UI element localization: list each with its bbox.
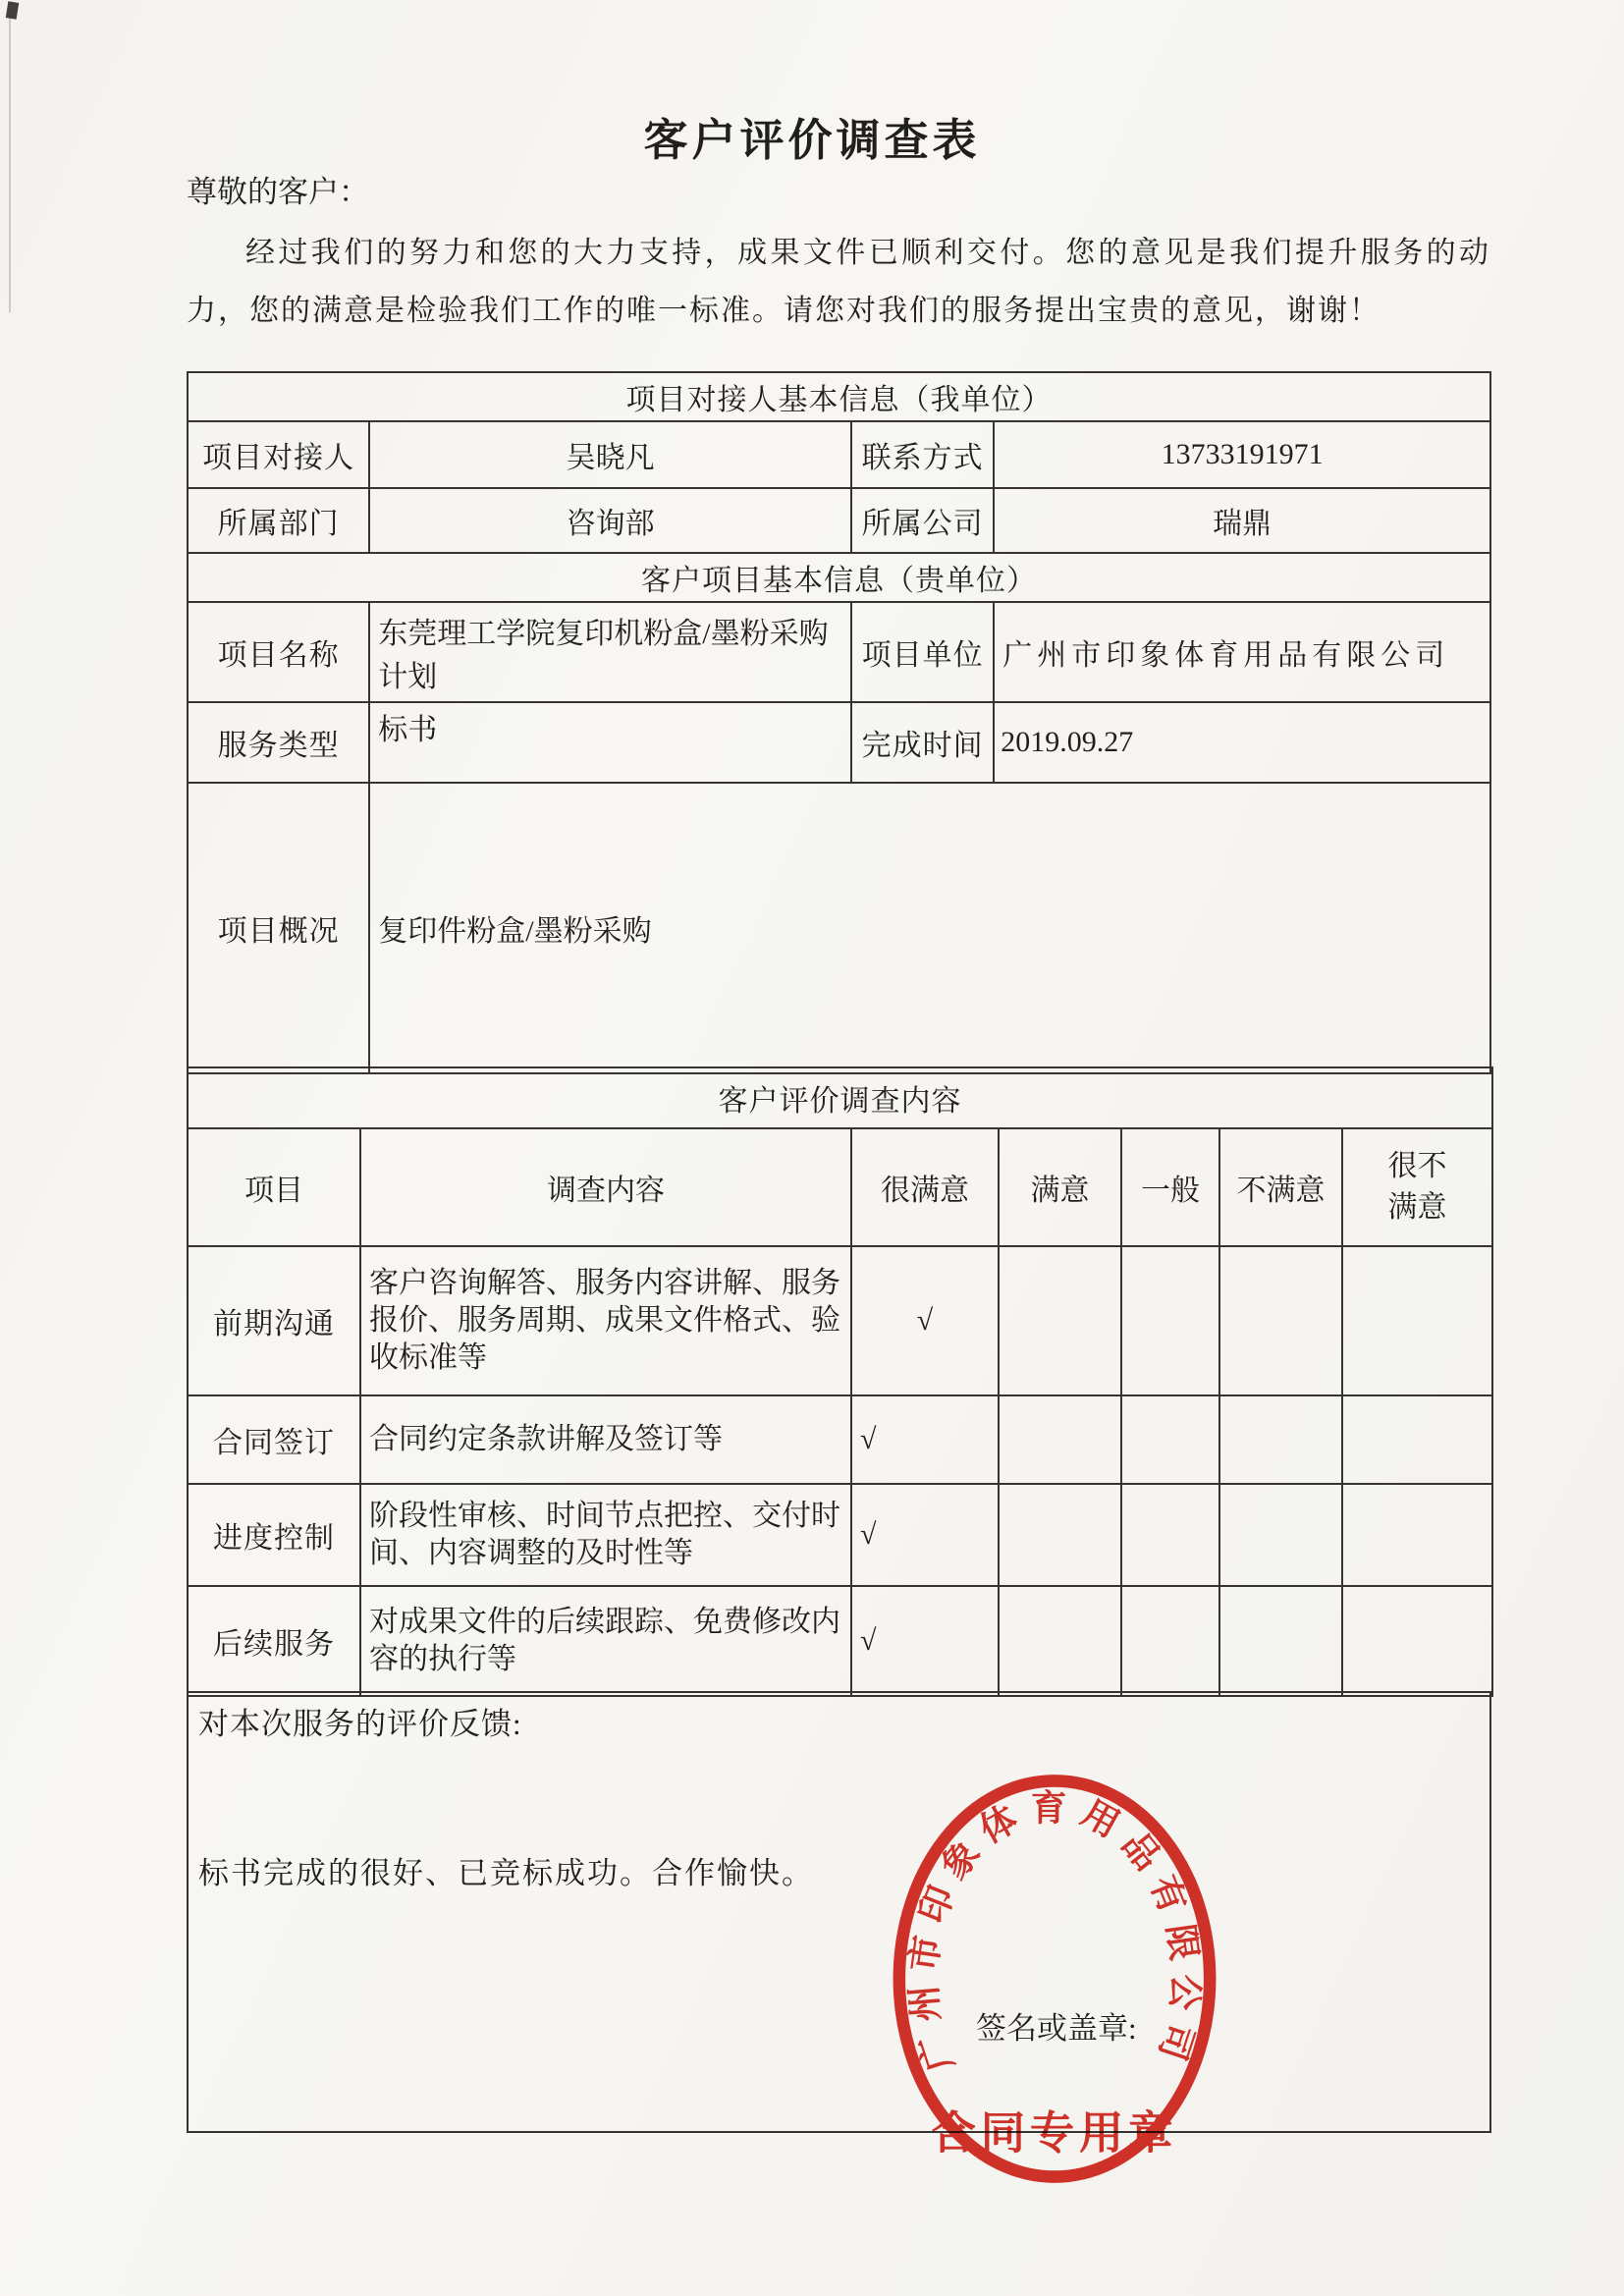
table-row bbox=[188, 1246, 1492, 1395]
checkmark-icon: √ bbox=[851, 1586, 999, 1696]
checkmark-icon: √ bbox=[851, 1395, 999, 1484]
table-row bbox=[188, 702, 1490, 783]
table-row bbox=[188, 1586, 1492, 1696]
overview-value: 复印件粉盒/墨粉采购 bbox=[369, 783, 1490, 1073]
project-name-label: 项目名称 bbox=[188, 602, 369, 702]
table-row bbox=[188, 421, 1490, 488]
rating-cell bbox=[1219, 1246, 1342, 1395]
rating-cell bbox=[999, 1586, 1121, 1696]
survey-section-header: 客户评价调查内容 bbox=[188, 1067, 1492, 1128]
finish-time-label: 完成时间 bbox=[851, 702, 994, 783]
company-value: 瑞鼎 bbox=[994, 488, 1490, 553]
table-row bbox=[188, 1484, 1492, 1586]
checkmark-icon: √ bbox=[851, 1246, 999, 1395]
rating-cell bbox=[1219, 1484, 1342, 1586]
col-header-average: 一般 bbox=[1121, 1128, 1219, 1246]
row-content: 阶段性审核、时间节点把控、交付时间、内容调整的及时性等 bbox=[360, 1484, 851, 1586]
rating-cell bbox=[1121, 1395, 1219, 1484]
col-header-very-satisfied: 很满意 bbox=[851, 1128, 999, 1246]
rating-cell bbox=[1342, 1395, 1492, 1484]
page-title: 客户评价调查表 bbox=[643, 116, 981, 165]
row-content: 合同约定条款讲解及签订等 bbox=[360, 1395, 851, 1484]
finish-time-value: 2019.09.27 bbox=[994, 702, 1490, 783]
scan-artifact-speck bbox=[6, 1, 20, 20]
rating-cell bbox=[1342, 1484, 1492, 1586]
table-row bbox=[188, 783, 1490, 1073]
rating-cell bbox=[999, 1484, 1121, 1586]
company-stamp bbox=[882, 1766, 1227, 2192]
rating-cell bbox=[999, 1246, 1121, 1395]
col-header-item: 项目 bbox=[188, 1128, 360, 1246]
feedback-section bbox=[187, 1691, 1491, 2133]
table-row bbox=[188, 1395, 1492, 1484]
service-type-value: 标书 bbox=[369, 702, 851, 783]
col-header-unsatisfied: 不满意 bbox=[1219, 1128, 1342, 1246]
rating-cell bbox=[1219, 1586, 1342, 1696]
col-header-content: 调查内容 bbox=[360, 1128, 851, 1246]
checkmark-icon: √ bbox=[851, 1484, 999, 1586]
contact-person-label: 项目对接人 bbox=[188, 421, 369, 488]
row-content: 客户咨询解答、服务内容讲解、服务报价、服务周期、成果文件格式、验收标准等 bbox=[360, 1246, 851, 1395]
row-item-label: 进度控制 bbox=[188, 1484, 360, 1586]
signature-label: 签名或盖章: bbox=[976, 2011, 1137, 2046]
table-header-row bbox=[188, 1128, 1492, 1246]
service-type-label: 服务类型 bbox=[188, 702, 369, 783]
table-row bbox=[188, 602, 1490, 702]
phone-label: 联系方式 bbox=[851, 421, 994, 488]
info-table bbox=[187, 371, 1491, 1074]
row-item-label: 合同签订 bbox=[188, 1395, 360, 1484]
feedback-label: 对本次服务的评价反馈: bbox=[198, 1707, 522, 1741]
company-label: 所属公司 bbox=[851, 488, 994, 553]
row-item-label: 前期沟通 bbox=[188, 1246, 360, 1395]
department-label: 所属部门 bbox=[188, 488, 369, 553]
evaluation-table bbox=[187, 1066, 1493, 1697]
project-unit-label: 项目单位 bbox=[851, 602, 994, 702]
row-content: 对成果文件的后续跟踪、免费修改内容的执行等 bbox=[360, 1586, 851, 1696]
rating-cell bbox=[1342, 1246, 1492, 1395]
phone-value: 13733191971 bbox=[994, 421, 1490, 488]
col-header-satisfied: 满意 bbox=[999, 1128, 1121, 1246]
row-item-label: 后续服务 bbox=[188, 1586, 360, 1696]
rating-cell bbox=[1121, 1484, 1219, 1586]
col-header-very-unsatisfied: 很不满意 bbox=[1342, 1128, 1492, 1246]
table-row bbox=[188, 488, 1490, 553]
stamp-type-text: 合同专用章 bbox=[931, 2108, 1178, 2159]
rating-cell bbox=[999, 1395, 1121, 1484]
rating-cell bbox=[1121, 1586, 1219, 1696]
stamp-company-text: 广州市印象体育用品有限公司 bbox=[902, 1787, 1207, 2077]
contact-person-value: 吴晓凡 bbox=[369, 421, 851, 488]
rating-cell bbox=[1219, 1395, 1342, 1484]
overview-label: 项目概况 bbox=[188, 783, 369, 1073]
rating-cell bbox=[1121, 1246, 1219, 1395]
department-value: 咨询部 bbox=[369, 488, 851, 553]
contact-section-header: 项目对接人基本信息（我单位） bbox=[188, 372, 1490, 421]
feedback-comment: 标书完成的很好、已竞标成功。合作愉快。 bbox=[198, 1856, 814, 1890]
rating-cell bbox=[1342, 1586, 1492, 1696]
project-section-header: 客户项目基本信息（贵单位） bbox=[188, 553, 1490, 602]
project-name-value: 东莞理工学院复印机粉盒/墨粉采购计划 bbox=[369, 602, 851, 702]
project-unit-value: 广州市印象体育用品有限公司 bbox=[994, 602, 1490, 702]
intro-paragraph: 经过我们的努力和您的大力支持，成果文件已顺利交付。您的意见是我们提升服务的动力，您的满意是检验我们工作的唯一标准。请您对我们的服务提出宝贵的意见，谢谢！ bbox=[187, 237, 1490, 327]
salutation-text: 尊敬的客户： bbox=[187, 175, 369, 209]
